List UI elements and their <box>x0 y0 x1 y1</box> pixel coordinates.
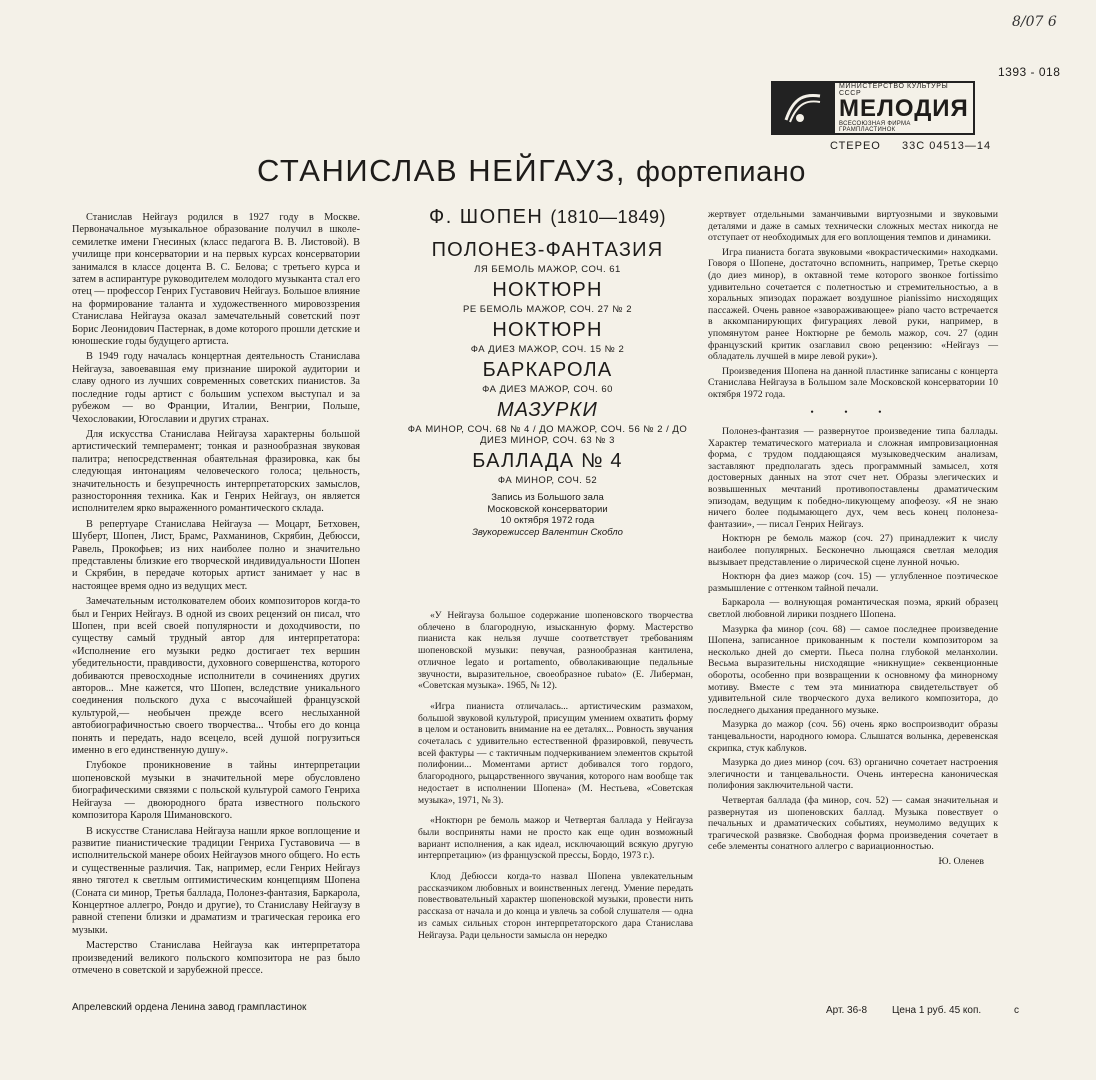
work-title: БАРКАРОЛА <box>482 359 613 381</box>
quote-paragraph: «Игра пианиста отличалась... артистическим размахом, большой звуковой культурой, присущим умением охватить форму в целом и остановить внимание на ее деталях... Ровность звучания сочеталась с удивительно естественной фразировкой, певучесть всей фактуры — с тактичным подчеркиванием элементов скрытой полифонии... Моментами артист добивался того гордого, благородного, рыцарственного звучания, которого нам вообще так недостает в исполнении Шопена» (М. Нестьева, «Советская музыка», 1971, № 3). <box>418 700 693 806</box>
logo-ministry-text: МИНИСТЕРСТВО КУЛЬТУРЫ СССР <box>839 83 949 97</box>
recording-line: Запись из Большого зала <box>491 492 604 503</box>
work-key: РЕ БЕМОЛЬ МАЖОР, СОЧ. 27 № 2 <box>463 304 632 315</box>
work-key: ЛЯ БЕМОЛЬ МАЖОР, СОЧ. 61 <box>474 264 621 275</box>
composer-dates: (1810—1849) <box>550 207 666 227</box>
author-signature: Ю. Оленев <box>938 855 984 867</box>
work-key: ФА МИНОР, СОЧ. 52 <box>497 475 598 486</box>
melodiya-logo <box>771 81 975 135</box>
bio-paragraph: Замечательным истолкователем обоих композиторов когда-то был и Генрих Нейгауз. В одной из своих рецензий он писал, что Шопен, при всей своей популярности и доходчивости, по существу самый трудный автор для интерпретатора: «Исполнение его музыки редко достигает тех вершин убедительности, правдивости, духовного совершенства, которого добиваются превосходные исполнители в сочинениях других авторов... Мне кажется, что Шопен, вследствие уникального соединения польского духа с высочайшей французской культурой,— необычен прежде всего неслыханной автобиографичностью своего творчества... Чтобы его до конца понять и передать, надо всецело, всей душой погрузиться именно в его единственную душу». <box>72 596 360 757</box>
program-list <box>405 206 690 538</box>
print-letter: с <box>1014 1005 1019 1016</box>
handwritten-note: 8/07 6 <box>1012 14 1057 30</box>
notes-paragraph: Мазурка до мажор (соч. 56) очень ярко воспроизводит образы танцевальности, народного юмора. Слышатся волынка, деревенская скрипка, стук каблуков. <box>708 719 998 754</box>
melodiya-emblem-icon <box>773 83 835 133</box>
logo-firm-text: ВСЕСОЮЗНАЯ ФИРМА ГРАМПЛАСТИНОК <box>839 121 911 133</box>
logo-brand-text: МЕЛОДИЯ <box>839 95 969 122</box>
sound-engineer: Звукорежиссер Валентин Скобло <box>472 526 623 538</box>
bio-paragraph: В репертуаре Станислава Нейгауза — Моцарт, Бетховен, Шуберт, Шопен, Лист, Брамс, Рахманинов, Скрябин, Дебюсси, Равель, Прокофьев; из них наиболее полно и значительно представлены близкие его творческой индивидуальности Шопен и Скрябин, в передаче которых артист занимает у нас в настоящее время одно из ведущих мест. <box>72 518 360 592</box>
price: Цена 1 руб. 45 коп. <box>892 1005 982 1016</box>
section-divider: • • • <box>810 406 896 418</box>
quote-paragraph: «У Нейгауза большое содержание шопеновского творчества облечено в благородную, изысканную форму. Мастерство пианиста как нельзя лучше соответствует требованиям шопеновской музыки: певучая, разнообразная кантилена, отличное legato и portamento, обволакивающие педальные звучности, выразительное, своеобразное rubato» (Е. Либерман, «Советская музыка». 1965, № 12). <box>418 610 693 692</box>
composer-heading <box>405 206 690 229</box>
work-key: ФА ДИЕЗ МАЖОР, СОЧ. 60 <box>482 384 613 395</box>
quote-paragraph: «Ноктюрн ре бемоль мажор и Четвертая баллада у Нейгауза были восприняты нами не просто как еще один возможный вариант исполнения, а как идеал, исключающий всякую другую интерпретацию» (из французской прессы, Бордо, 1973 г.). <box>418 815 693 862</box>
notes-paragraph: Мазурка фа минор (соч. 68) — самое последнее произведение Шопена, записанное прикованным к постели композитором за несколько дней до смерти. Пьеса полна глубокой меланхолии. Весьма выразительны нисходящие «никнущие» секвенционные обороты, особенно при возвращении к основному фа минорному мотиву. Вместе с тем эта миниатюра свидетельствует об удивительной силе творческого духа великого композитора, до последнего дыхания преданного музыке. <box>708 623 998 716</box>
work-title: ПОЛОНЕЗ-ФАНТАЗИЯ <box>431 239 664 261</box>
performer-instrument: фортепиано <box>636 156 806 188</box>
notes-paragraph: Ноктюрн ре бемоль мажор (соч. 27) принадлежит к числу наиболее популярных. Бесконечно льющаяся светлая мелодия вызывает представление о лирической сцене лунной ночью. <box>708 533 998 568</box>
bio-paragraph: Глубокое проникновение в тайны интерпретации шопеновской музыки в значительной мере обусловлено биографическими связями с польской культурой самого Генриха Нейгауза — двоюродного брата известного польского композитора Кароля Шимановского. <box>72 760 360 822</box>
bio-paragraph: В 1949 году началась концертная деятельность Станислава Нейгауза, завоевавшая ему признание широкой аудитории и славу одного из лучших современных советских пианистов. За последние годы артист с большим успехом выступал и за рубежом — во Франции, Италии, Венгрии, Польше, Чехословакии, Югославии и других странах. <box>72 351 360 425</box>
recording-info <box>405 492 690 538</box>
bio-paragraph: Мастерство Станислава Нейгауза как интерпретатора произведений великого польского композитора не раз было отмечено в советской и зарубежной прессе. <box>72 940 360 976</box>
stereo-label: СТЕРЕО <box>830 140 881 152</box>
performer-title <box>257 153 806 189</box>
notes-paragraph: Ноктюрн фа диез мажор (соч. 15) — углубленное поэтическое размышление с оттенком тайной печали. <box>708 571 998 594</box>
quote-paragraph: Клод Дебюсси когда-то назвал Шопена увлекательным рассказчиком любовных и воинственных легенд. Умение передать повествовательный характер шопеновской музыки, провести нить рассказа от начала и до конца и увлечь за собой слушателя — одна из самых сильных сторон интерпретаторского дара Станислава Нейгауза. Ради цельности замысла он нередко <box>418 871 693 941</box>
notes-paragraph: Полонез-фантазия — развернутое произведение типа баллады. Характер тематического материала и сложная импровизационная форма, с трудом поддающаяся музыковедческим анализам, заставляют предполагать здесь программный замысел, хотя достоверных данных на этот счет нет. Образы элегических и возвышенных мечтаний противопоставлены драматическим эпизодам, ведущим к победно-ликующему апофеозу. «Я не знаю ничего более подымающего дух, чем весь конец полонеза-фантазии», — писал Генрих Нейгауз. <box>708 426 998 530</box>
bio-paragraph: В искусстве Станислава Нейгауза нашли яркое воплощение и развитие пианистические традиции Генриха Густавовича — в исполнительской манере обоих Нейгаузов много общего. Но есть и существенные различия. Так, например, если Генрих Нейгауз явно тяготел к светлым оптимистическим концепциям Шопена (Соната си минор, Третья баллада, Полонез-фантазия, Баркарола, Концертное аллегро, Рондо и другие), то Станиславу Нейгаузу в равной степени близки и драматизм и трагическая героика его музыки. <box>72 825 360 936</box>
work-title: НОКТЮРН <box>492 279 603 301</box>
notes-paragraph: Баркарола — волнующая романтическая поэма, яркий образец светлой любовной лирики позднего Шопена. <box>708 597 998 620</box>
notes-paragraph: Игра пианиста богата звуковыми «вокрастическими» находками. Говоря о Шопене, достаточно вспомнить, например, Третье скерцо (до диез минор), в октавной теме которого звонкое fortissimo удивительно сочетается с полетностью и стремительностью, а в хоральных эпизодах поражает воздушное pianissimo нисходящих пассажей. Очень равное «завораживающее» piano часто встречается в аккомпанирующих фигурациях левой руки, например, в упомянутом ранее Ноктюрне ре бемоль мажор, соч. 27 (один французский критик озаглавил свою рецензию: «Нейгауз — обладатель лучшей в мире левой руки»). <box>708 246 998 363</box>
bio-paragraph: Станислав Нейгауз родился в 1927 году в Москве. Первоначальное музыкальное образование получил в школе-семилетке имени Гнесиных (класс педагога В. В. Листовой). В училище при консерватории и на первых курсах консерватории занимался в классе доцента В. С. Белова; с третьего курса и затем в аспирантуре руководителем молодого музыканта стал его отец — профессор Генрих Густавович Нейгауз. Большое влияние на формирование таланта и художественного мировоззрения Станислава Нейгауза оказал замечательный советский поэт Борис Леонидович Пастернак, в доме которого прошли детские и юношеские годы будущего артиста. <box>72 212 360 348</box>
bio-paragraph: Для искусства Станислава Нейгауза характерны большой артистический темперамент; тонкая и разнообразная звуковая палитра; непосредственная обаятельная фразировка, как бы следующая интонациям человеческого голоса; цельность, значительность и безупречность интерпретаторских замыслов, разносторонняя техника. Как и Генрих Нейгауз, он является исполнителем ярко выраженного романтического склада. <box>72 428 360 515</box>
work-key: ФА МИНОР, СОЧ. 68 № 4 / ДО МАЖОР, СОЧ. 56 № 2 / ДО ДИЕЗ МИНОР, СОЧ. 63 № 3 <box>407 424 688 446</box>
work-key: ФА ДИЕЗ МАЖОР, СОЧ. 15 № 2 <box>470 344 625 355</box>
notes-paragraph: Мазурка до диез минор (соч. 63) органично сочетает настроения элегичности и танцевальности. Очень интересна каноническая полифония заключительной части. <box>708 757 998 792</box>
plant-name: Апрелевский ордена Ленина завод грампластинок <box>72 1002 307 1013</box>
notes-paragraph: жертвует отдельными заманчивыми виртуозными и звуковыми деталями и даже в самых технически сложных местах никогда не отступает от необходимых для его воплощения темпов и динамики. <box>708 209 998 244</box>
stereo-code: 33С 04513—14 <box>902 140 992 152</box>
work-title: БАЛЛАДА № 4 <box>472 450 623 472</box>
recording-line: Московской консерватории <box>487 503 608 515</box>
press-quotes <box>418 610 693 950</box>
notes-paragraph: Четвертая баллада (фа минор, соч. 52) — самая значительная и развернутая из шопеновских баллад. Музыка повествует о печальных и драматических событиях, неумолимо ведущих к трагической развязке. Свободная форма произведения сочетает в себе элементы сонатного аллегро с вариационностью. <box>708 794 998 853</box>
catalog-number: 1393 - 018 <box>998 65 1061 79</box>
notes-paragraph: Произведения Шопена на данной пластинке записаны с концерта Станислава Нейгауза в Большом зале Московской консерватории 10 октября 1972 года. <box>708 365 998 400</box>
biography-column <box>72 212 360 980</box>
composer-name: Ф. ШОПЕН <box>428 206 544 228</box>
recording-line: 10 октября 1972 года <box>500 515 595 526</box>
work-title: МАЗУРКИ <box>496 399 599 421</box>
performer-name: СТАНИСЛАВ НЕЙГАУЗ, <box>257 153 626 188</box>
notes-column <box>708 209 998 870</box>
work-title: НОКТЮРН <box>492 319 603 341</box>
article-number: Арт. 36-8 <box>826 1005 868 1016</box>
